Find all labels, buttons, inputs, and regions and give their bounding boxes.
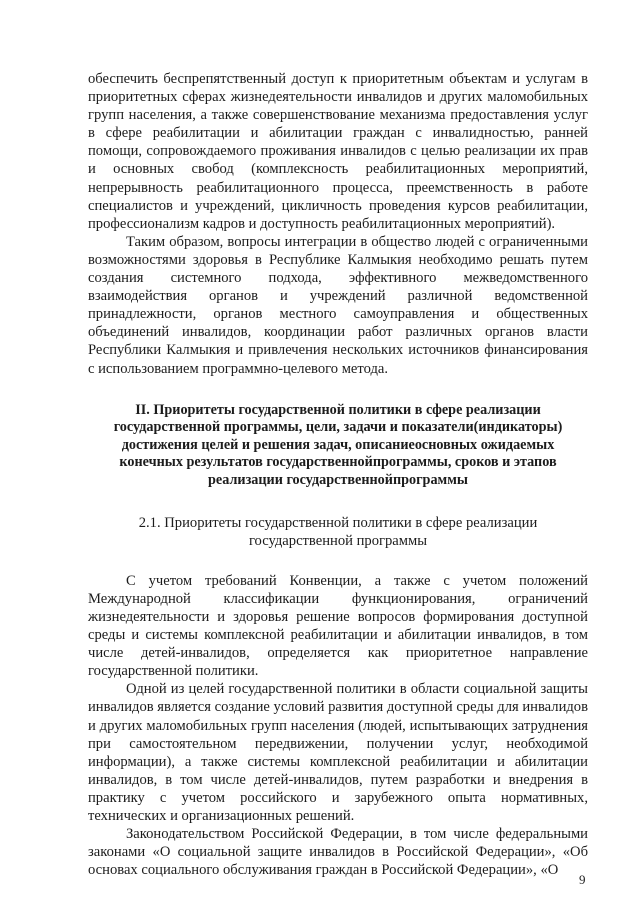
paragraph-convention: С учетом требований Конвенции, а также с учетом положений Международной классификации функционирования, ограничений жизнедеятельности и здоровья решение вопросов формирования доступной среды и системы комплексной реабилитации и абилитации инвалидов, в том числе детей-инвалидов, определяется как приоритетное направление государственной политики. xyxy=(88,572,588,680)
page-number: 9 xyxy=(579,872,586,887)
paragraph-policy-goal: Одной из целей государственной политики в области социальной защиты инвалидов является создание условий развития доступной среды для инвалидов и других маломобильных групп населения (людей, испытывающих затруднения при самостоятельном передвижении, получении услуг, необходимой информации), а также системы комплексной реабилитации и абилитации инвалидов, в том числе детей-инвалидов, путем разработки и внедрения в практику с учетом российского и зарубежного опыта нормативных, технических и организационных решений. xyxy=(88,681,588,824)
section-heading: II. Приоритеты государственной политики в сфере реализации государственной программы, цели, задачи и показатели(индикаторы) достижения целей и решения задач, описаниеосновных ожидаемых конечных результатов государственнойпрограммы, сроков и этапов реализации государственнойпрограммы xyxy=(113,401,563,488)
subsection-heading: 2.1. Приоритеты государственной политики в сфере реализации государственной программы xyxy=(138,514,538,549)
paragraph-integration: Таким образом, вопросы интеграции в общество людей с ограниченными возможностями здоровья в Республике Калмыкия необходимо решать путем создания системного подхода, эффективного межведомственного взаимодействия органов и учреждений различной ведомственной принадлежности, органов местного самоуправления и общественных объединений инвалидов, координации работ различных органов власти Республики Калмыкия и привлечения нескольких источников финансирования с использованием программно-целевого метода. xyxy=(88,233,588,377)
paragraph-legislation: Законодательством Российской Федерации, в том числе федеральными законами «О социальной защите инвалидов в Российской Федерации», «Об основах социального обслуживания граждан в Российской Федерации», «О xyxy=(88,826,588,879)
paragraph-continuation: обеспечить беспрепятственный доступ к приоритетным объектам и услугам в приоритетных сферах жизнедеятельности инвалидов и других маломобильных групп населения, а также совершенствование механизма предоставления услуг в сфере реабилитации и абилитации граждан с инвалидностью, ранней помощи, сопровождаемого проживания инвалидов с целью реализации их прав и основных свобод (комплексность реабилитационных мероприятий, непрерывность реабилитационного процесса, преемственность в работе специалистов и учреждений, цикличность проведения курсов реабилитации, профессионализм кадров и доступность реабилитационных мероприятий). xyxy=(88,71,588,232)
document-page xyxy=(88,70,588,879)
